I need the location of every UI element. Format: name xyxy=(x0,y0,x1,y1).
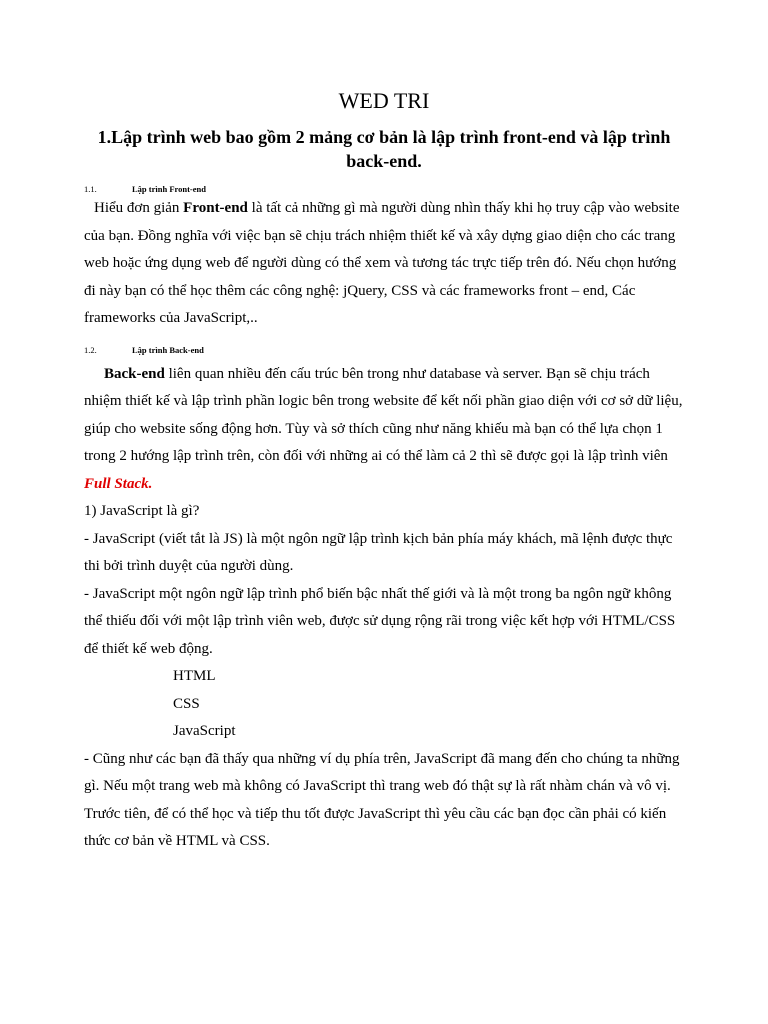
back-end-paragraph xyxy=(84,361,684,499)
list-item-javascript: JavaScript xyxy=(173,723,236,739)
front-end-paragraph xyxy=(84,195,684,333)
document-title: WED TRI xyxy=(338,88,430,113)
list-item-html: HTML xyxy=(173,668,216,684)
full-stack-highlight: Full Stack. xyxy=(84,475,153,492)
js-paragraph-2: - JavaScript một ngôn ngữ lập trình phổ biến bậc nhất thế giới và là một trong ba ngôn ngữ không thể thiếu đối với một lập trình viên web, được sử dụng rộng rãi trong việc kết hợp với HTML/CSS để thiết kế web động. xyxy=(84,585,676,657)
front-end-term: Front-end xyxy=(183,200,248,216)
subheading-label: Lập trình Back-end xyxy=(132,344,204,355)
list-item-css: CSS xyxy=(173,695,200,712)
subheading-label: Lập trình Front-end xyxy=(132,184,206,194)
back-end-term: Back-end xyxy=(104,365,165,382)
js-question: 1) JavaScript là gì? xyxy=(84,503,200,519)
front-end-text-pre: Hiểu đơn giản xyxy=(94,200,184,216)
subheading-number: 1.2. xyxy=(84,344,97,355)
js-paragraph-3: - Cũng như các bạn đã thấy qua những ví dụ phía trên, JavaScript đã mang đến cho chúng ta những gì. Nếu một trang web mà không có JavaScript thì trang web đó thật sự là rất nhàm chán và vô vị. xyxy=(84,750,680,794)
subheading-front-end xyxy=(84,183,684,195)
subheading-number: 1.1. xyxy=(84,184,97,194)
js-paragraph-1: - JavaScript (viết tắt là JS) là một ngôn ngữ lập trình kịch bản phía máy khách, mã lệnh được thực thi bởi trình duyệt của người dùng. xyxy=(84,530,673,574)
section-heading: 1.Lập trình web bao gồm 2 mảng cơ bản là lập trình front-end và lập trình back-end. xyxy=(97,127,671,171)
subheading-back-end xyxy=(84,344,684,356)
js-paragraph-4: Trước tiên, để có thể học và tiếp thu tốt được JavaScript thì yêu cầu các bạn đọc cần phải có kiến thức cơ bản về HTML và CSS. xyxy=(84,805,667,849)
front-end-text: là tất cả những gì mà người dùng nhìn thấy khi họ truy cập vào website của bạn. Đồng nghĩa với việc bạn sẽ chịu trách nhiệm thiết kế và xây dựng giao diện cho các trang web hoặc ứng dụng web để người dùng có thể xem và tương tác trực tiếp trên đó. Nếu chọn hướng đi này bạn có thể học thêm các công nghệ: jQuery, CSS và các frameworks front – end, Các frameworks của JavaScript,.. xyxy=(84,200,680,326)
back-end-text: liên quan nhiều đến cấu trúc bên trong như database và server. Bạn sẽ chịu trách nhiệm thiết kế và lập trình phần logic bên trong website để kết nối phần giao diện với cơ sở dữ liệu, giúp cho website sống động hơn. Tùy và sở thích cũng như năng khiếu mà bạn có thể lựa chọn 1 trong 2 hướng lập trình trên, còn đối với những ai có thể làm cả 2 thì sẽ được gọi là lập trình viên xyxy=(84,365,683,464)
